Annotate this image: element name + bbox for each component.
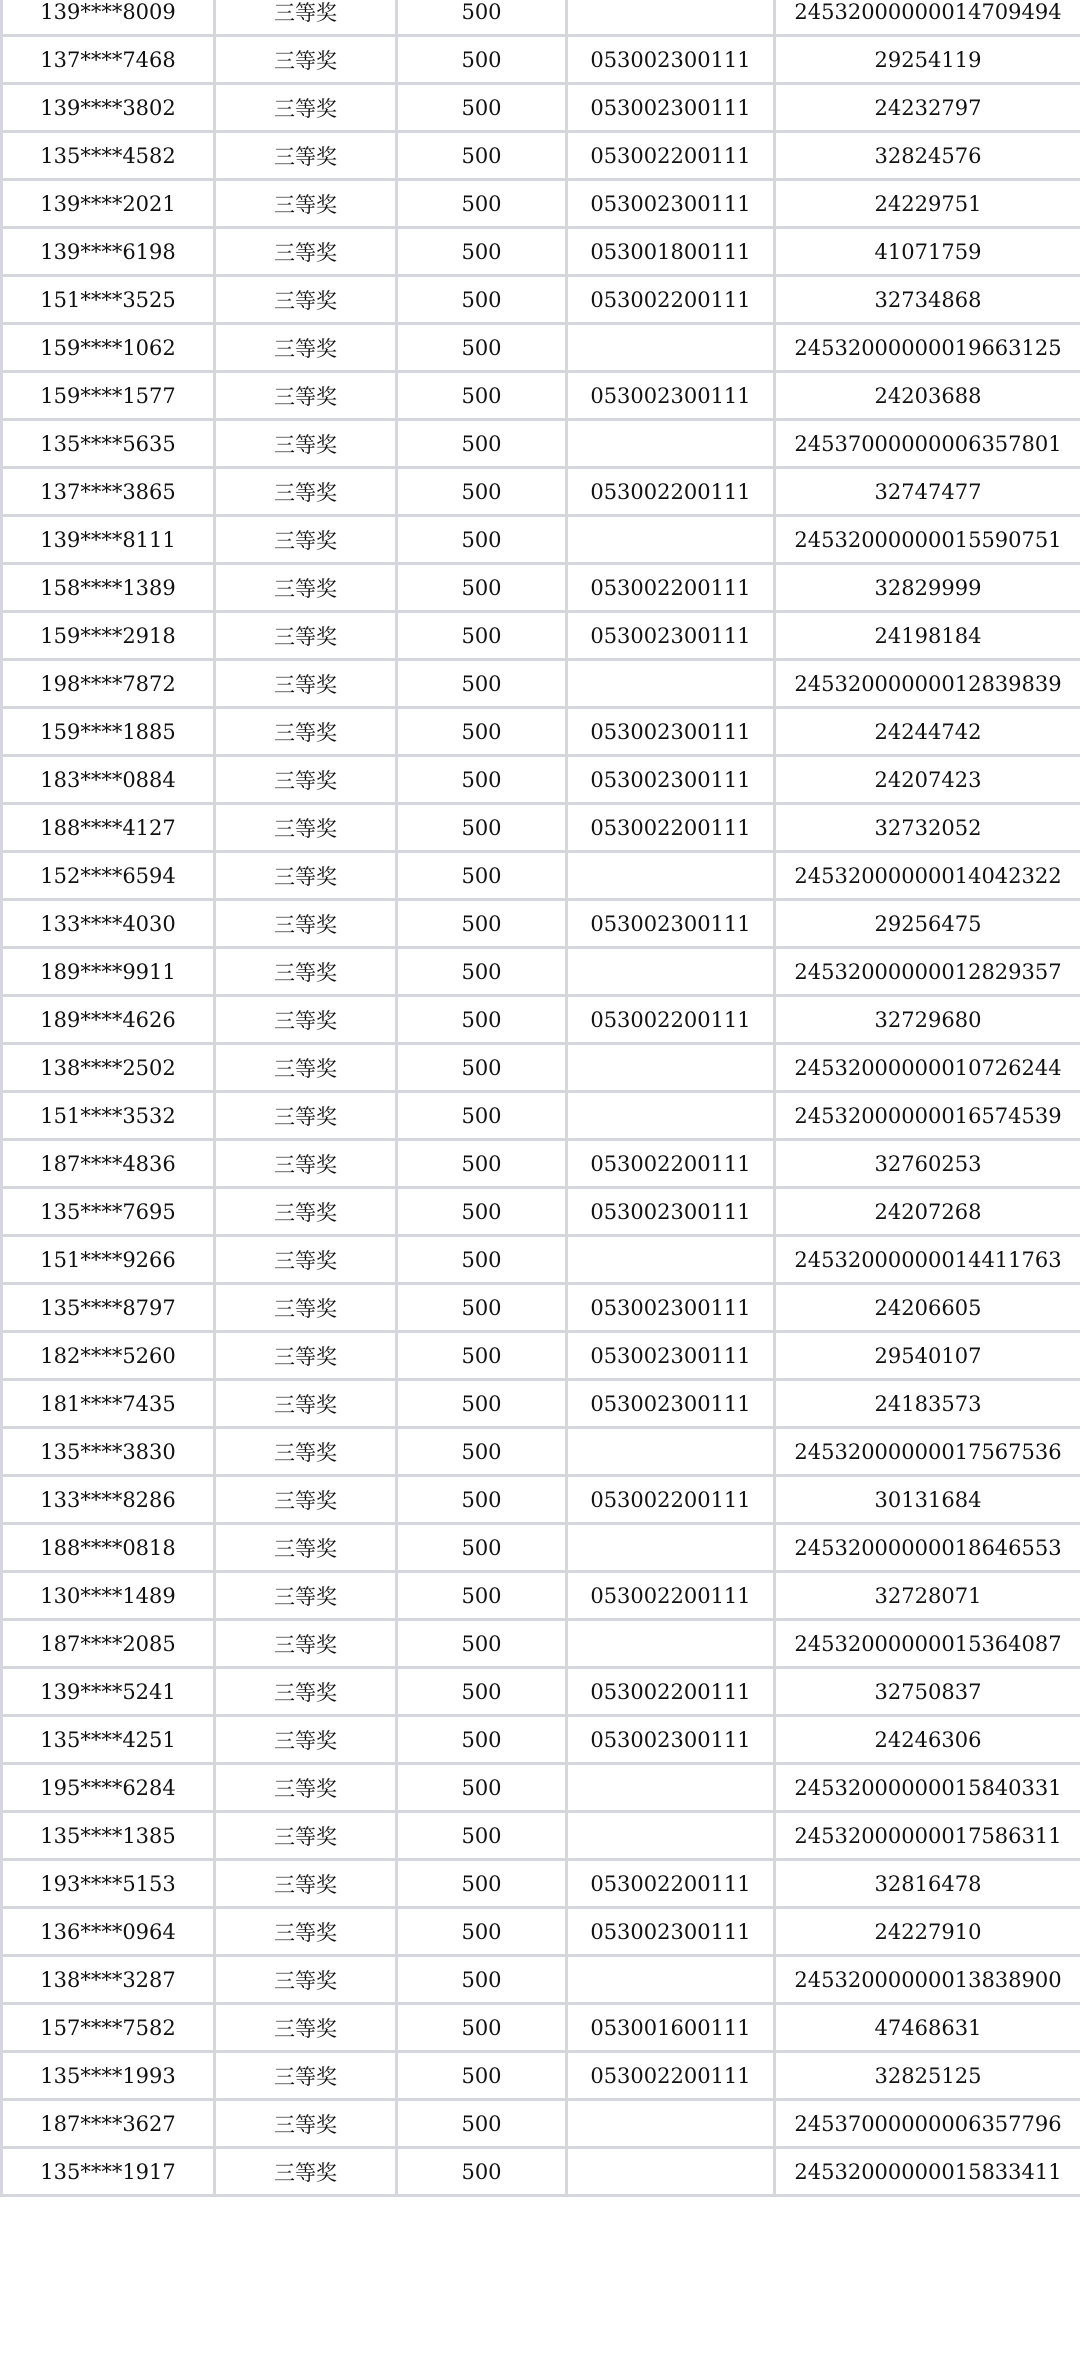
- phone-cell: 138****2502: [2, 1044, 215, 1092]
- serial-cell: 24207268: [775, 1188, 1080, 1236]
- amount-cell: 500: [397, 756, 567, 804]
- prize-level-cell: 三等奖: [215, 1044, 397, 1092]
- code-cell: 053002300111: [567, 1284, 775, 1332]
- phone-cell: 133****4030: [2, 900, 215, 948]
- phone-cell: 135****7695: [2, 1188, 215, 1236]
- amount-cell: 500: [397, 1524, 567, 1572]
- prize-level-cell: 三等奖: [215, 1332, 397, 1380]
- code-cell: 053002300111: [567, 708, 775, 756]
- amount-cell: 500: [397, 612, 567, 660]
- serial-cell: 32829999: [775, 564, 1080, 612]
- amount-cell: 500: [397, 372, 567, 420]
- code-cell: [567, 852, 775, 900]
- amount-cell: 500: [397, 468, 567, 516]
- table-row: [2, 1524, 1080, 1572]
- prize-level-cell: 三等奖: [215, 276, 397, 324]
- code-cell: [567, 420, 775, 468]
- phone-cell: 133****8286: [2, 1476, 215, 1524]
- serial-cell: 24532000000014042322: [775, 852, 1080, 900]
- table-row: [2, 996, 1080, 1044]
- amount-cell: 500: [397, 1572, 567, 1620]
- code-cell: [567, 2148, 775, 2196]
- table-row: [2, 1956, 1080, 2004]
- phone-cell: 151****9266: [2, 1236, 215, 1284]
- serial-cell: 24227910: [775, 1908, 1080, 1956]
- phone-cell: 138****3287: [2, 1956, 215, 2004]
- serial-cell: 24532000000015590751: [775, 516, 1080, 564]
- prize-level-cell: 三等奖: [215, 900, 397, 948]
- table-row: [2, 1332, 1080, 1380]
- table-row: [2, 1860, 1080, 1908]
- amount-cell: 500: [397, 84, 567, 132]
- prize-level-cell: 三等奖: [215, 420, 397, 468]
- prize-level-cell: 三等奖: [215, 132, 397, 180]
- amount-cell: 500: [397, 1908, 567, 1956]
- prize-level-cell: 三等奖: [215, 1284, 397, 1332]
- serial-cell: 24532000000017567536: [775, 1428, 1080, 1476]
- phone-cell: 151****3525: [2, 276, 215, 324]
- code-cell: 053002300111: [567, 1188, 775, 1236]
- prize-level-cell: 三等奖: [215, 1956, 397, 2004]
- table-row: [2, 1428, 1080, 1476]
- prize-level-cell: 三等奖: [215, 1188, 397, 1236]
- phone-cell: 139****2021: [2, 180, 215, 228]
- amount-cell: 500: [397, 1044, 567, 1092]
- code-cell: 053002200111: [567, 468, 775, 516]
- serial-cell: 24532000000012829357: [775, 948, 1080, 996]
- serial-cell: 24532000000012839839: [775, 660, 1080, 708]
- prize-level-cell: 三等奖: [215, 180, 397, 228]
- code-cell: [567, 1956, 775, 2004]
- table-row: [2, 132, 1080, 180]
- code-cell: [567, 0, 775, 36]
- amount-cell: 500: [397, 660, 567, 708]
- amount-cell: 500: [397, 2100, 567, 2148]
- phone-cell: 159****2918: [2, 612, 215, 660]
- code-cell: 053002200111: [567, 1476, 775, 1524]
- table-row: [2, 804, 1080, 852]
- phone-cell: 193****5153: [2, 1860, 215, 1908]
- phone-cell: 135****1917: [2, 2148, 215, 2196]
- amount-cell: 500: [397, 996, 567, 1044]
- amount-cell: 500: [397, 852, 567, 900]
- prize-level-cell: 三等奖: [215, 1860, 397, 1908]
- table-row: [2, 0, 1080, 36]
- code-cell: 053002300111: [567, 180, 775, 228]
- table-row: [2, 1668, 1080, 1716]
- serial-cell: 24203688: [775, 372, 1080, 420]
- code-cell: [567, 660, 775, 708]
- table-row: [2, 1236, 1080, 1284]
- phone-cell: 135****1993: [2, 2052, 215, 2100]
- table-row: [2, 660, 1080, 708]
- amount-cell: 500: [397, 1476, 567, 1524]
- code-cell: 053002300111: [567, 1380, 775, 1428]
- amount-cell: 500: [397, 564, 567, 612]
- serial-cell: 24532000000019663125: [775, 324, 1080, 372]
- prize-level-cell: 三等奖: [215, 1476, 397, 1524]
- serial-cell: 32734868: [775, 276, 1080, 324]
- serial-cell: 24537000000006357796: [775, 2100, 1080, 2148]
- amount-cell: 500: [397, 1860, 567, 1908]
- phone-cell: 135****5635: [2, 420, 215, 468]
- phone-cell: 139****8009: [2, 0, 215, 36]
- serial-cell: 24532000000013838900: [775, 1956, 1080, 2004]
- table-row: [2, 1764, 1080, 1812]
- amount-cell: 500: [397, 1620, 567, 1668]
- serial-cell: 24246306: [775, 1716, 1080, 1764]
- phone-cell: 181****7435: [2, 1380, 215, 1428]
- serial-cell: 30131684: [775, 1476, 1080, 1524]
- prize-level-cell: 三等奖: [215, 1428, 397, 1476]
- phone-cell: 135****4582: [2, 132, 215, 180]
- table-row: [2, 2148, 1080, 2196]
- serial-cell: 24229751: [775, 180, 1080, 228]
- amount-cell: 500: [397, 2004, 567, 2052]
- serial-cell: 32747477: [775, 468, 1080, 516]
- code-cell: 053002200111: [567, 1140, 775, 1188]
- code-cell: [567, 324, 775, 372]
- table-row: [2, 564, 1080, 612]
- phone-cell: 130****1489: [2, 1572, 215, 1620]
- amount-cell: 500: [397, 1092, 567, 1140]
- prize-level-cell: 三等奖: [215, 1716, 397, 1764]
- serial-cell: 32824576: [775, 132, 1080, 180]
- code-cell: [567, 1044, 775, 1092]
- serial-cell: 29540107: [775, 1332, 1080, 1380]
- code-cell: 053002300111: [567, 1908, 775, 1956]
- prize-level-cell: 三等奖: [215, 36, 397, 84]
- table-row: [2, 420, 1080, 468]
- prize-level-cell: 三等奖: [215, 1140, 397, 1188]
- amount-cell: 500: [397, 1812, 567, 1860]
- phone-cell: 139****6198: [2, 228, 215, 276]
- table-row: [2, 276, 1080, 324]
- code-cell: 053002300111: [567, 36, 775, 84]
- phone-cell: 135****1385: [2, 1812, 215, 1860]
- prize-level-cell: 三等奖: [215, 1812, 397, 1860]
- phone-cell: 187****3627: [2, 2100, 215, 2148]
- serial-cell: 24207423: [775, 756, 1080, 804]
- serial-cell: 32728071: [775, 1572, 1080, 1620]
- amount-cell: 500: [397, 180, 567, 228]
- phone-cell: 137****7468: [2, 36, 215, 84]
- table-row: [2, 612, 1080, 660]
- serial-cell: 24532000000015833411: [775, 2148, 1080, 2196]
- phone-cell: 139****8111: [2, 516, 215, 564]
- amount-cell: 500: [397, 132, 567, 180]
- code-cell: [567, 1092, 775, 1140]
- amount-cell: 500: [397, 804, 567, 852]
- phone-cell: 159****1885: [2, 708, 215, 756]
- serial-cell: 24244742: [775, 708, 1080, 756]
- prize-level-cell: 三等奖: [215, 852, 397, 900]
- table-row: [2, 1044, 1080, 1092]
- amount-cell: 500: [397, 1668, 567, 1716]
- amount-cell: 500: [397, 1764, 567, 1812]
- code-cell: [567, 1764, 775, 1812]
- serial-cell: 32825125: [775, 2052, 1080, 2100]
- table-row: [2, 180, 1080, 228]
- prize-level-cell: 三等奖: [215, 564, 397, 612]
- prize-level-cell: 三等奖: [215, 1764, 397, 1812]
- code-cell: 053002200111: [567, 804, 775, 852]
- serial-cell: 32729680: [775, 996, 1080, 1044]
- prize-level-cell: 三等奖: [215, 0, 397, 36]
- amount-cell: 500: [397, 1332, 567, 1380]
- winner-table-body: [2, 0, 1080, 2196]
- amount-cell: 500: [397, 36, 567, 84]
- code-cell: 053002200111: [567, 2052, 775, 2100]
- phone-cell: 158****1389: [2, 564, 215, 612]
- serial-cell: 24532000000017586311: [775, 1812, 1080, 1860]
- code-cell: [567, 2100, 775, 2148]
- prize-level-cell: 三等奖: [215, 228, 397, 276]
- prize-level-cell: 三等奖: [215, 1668, 397, 1716]
- table-row: [2, 2004, 1080, 2052]
- amount-cell: 500: [397, 0, 567, 36]
- serial-cell: 24206605: [775, 1284, 1080, 1332]
- serial-cell: 29256475: [775, 900, 1080, 948]
- serial-cell: 32732052: [775, 804, 1080, 852]
- phone-cell: 159****1577: [2, 372, 215, 420]
- code-cell: [567, 1812, 775, 1860]
- code-cell: 053002200111: [567, 996, 775, 1044]
- amount-cell: 500: [397, 420, 567, 468]
- code-cell: [567, 948, 775, 996]
- code-cell: 053002200111: [567, 276, 775, 324]
- prize-level-cell: 三等奖: [215, 1092, 397, 1140]
- prize-level-cell: 三等奖: [215, 948, 397, 996]
- table-row: [2, 324, 1080, 372]
- table-row: [2, 1380, 1080, 1428]
- serial-cell: 24198184: [775, 612, 1080, 660]
- serial-cell: 32760253: [775, 1140, 1080, 1188]
- amount-cell: 500: [397, 1956, 567, 2004]
- code-cell: [567, 1620, 775, 1668]
- phone-cell: 188****0818: [2, 1524, 215, 1572]
- prize-level-cell: 三等奖: [215, 756, 397, 804]
- table-row: [2, 1620, 1080, 1668]
- amount-cell: 500: [397, 228, 567, 276]
- phone-cell: 151****3532: [2, 1092, 215, 1140]
- amount-cell: 500: [397, 708, 567, 756]
- serial-cell: 47468631: [775, 2004, 1080, 2052]
- code-cell: [567, 516, 775, 564]
- amount-cell: 500: [397, 1236, 567, 1284]
- code-cell: [567, 1428, 775, 1476]
- table-row: [2, 36, 1080, 84]
- code-cell: 053002200111: [567, 564, 775, 612]
- phone-cell: 135****8797: [2, 1284, 215, 1332]
- table-row: [2, 1812, 1080, 1860]
- table-row: [2, 1092, 1080, 1140]
- serial-cell: 24532000000014709494: [775, 0, 1080, 36]
- prize-level-cell: 三等奖: [215, 1524, 397, 1572]
- table-row: [2, 708, 1080, 756]
- table-row: [2, 756, 1080, 804]
- serial-cell: 24232797: [775, 84, 1080, 132]
- table-row: [2, 948, 1080, 996]
- table-row: [2, 1140, 1080, 1188]
- phone-cell: 187****2085: [2, 1620, 215, 1668]
- phone-cell: 195****6284: [2, 1764, 215, 1812]
- amount-cell: 500: [397, 900, 567, 948]
- table-row: [2, 1908, 1080, 1956]
- amount-cell: 500: [397, 1188, 567, 1236]
- code-cell: 053002300111: [567, 1716, 775, 1764]
- prize-level-cell: 三等奖: [215, 1236, 397, 1284]
- code-cell: [567, 1236, 775, 1284]
- phone-cell: 183****0884: [2, 756, 215, 804]
- table-row: [2, 2100, 1080, 2148]
- prize-level-cell: 三等奖: [215, 660, 397, 708]
- table-row: [2, 1572, 1080, 1620]
- amount-cell: 500: [397, 1380, 567, 1428]
- code-cell: 053002300111: [567, 84, 775, 132]
- code-cell: 053001800111: [567, 228, 775, 276]
- prize-level-cell: 三等奖: [215, 708, 397, 756]
- phone-cell: 159****1062: [2, 324, 215, 372]
- prize-level-cell: 三等奖: [215, 2004, 397, 2052]
- table-row: [2, 900, 1080, 948]
- prize-level-cell: 三等奖: [215, 1908, 397, 1956]
- phone-cell: 135****3830: [2, 1428, 215, 1476]
- table-row: [2, 516, 1080, 564]
- prize-level-cell: 三等奖: [215, 1572, 397, 1620]
- amount-cell: 500: [397, 1428, 567, 1476]
- serial-cell: 29254119: [775, 36, 1080, 84]
- phone-cell: 187****4836: [2, 1140, 215, 1188]
- serial-cell: 24532000000016574539: [775, 1092, 1080, 1140]
- prize-level-cell: 三等奖: [215, 996, 397, 1044]
- table-row: [2, 1716, 1080, 1764]
- table-row: [2, 1284, 1080, 1332]
- table-row: [2, 852, 1080, 900]
- serial-cell: 24183573: [775, 1380, 1080, 1428]
- amount-cell: 500: [397, 1284, 567, 1332]
- prize-level-cell: 三等奖: [215, 2148, 397, 2196]
- phone-cell: 152****6594: [2, 852, 215, 900]
- phone-cell: 189****9911: [2, 948, 215, 996]
- code-cell: [567, 1524, 775, 1572]
- phone-cell: 135****4251: [2, 1716, 215, 1764]
- serial-cell: 32750837: [775, 1668, 1080, 1716]
- table-row: [2, 84, 1080, 132]
- phone-cell: 188****4127: [2, 804, 215, 852]
- prize-level-cell: 三等奖: [215, 372, 397, 420]
- prize-level-cell: 三等奖: [215, 2100, 397, 2148]
- code-cell: 053001600111: [567, 2004, 775, 2052]
- amount-cell: 500: [397, 324, 567, 372]
- prize-level-cell: 三等奖: [215, 324, 397, 372]
- phone-cell: 198****7872: [2, 660, 215, 708]
- code-cell: 053002300111: [567, 1332, 775, 1380]
- table-row: [2, 468, 1080, 516]
- phone-cell: 182****5260: [2, 1332, 215, 1380]
- code-cell: 053002300111: [567, 900, 775, 948]
- prize-level-cell: 三等奖: [215, 804, 397, 852]
- serial-cell: 24532000000018646553: [775, 1524, 1080, 1572]
- amount-cell: 500: [397, 1716, 567, 1764]
- serial-cell: 32816478: [775, 1860, 1080, 1908]
- code-cell: 053002300111: [567, 612, 775, 660]
- phone-cell: 137****3865: [2, 468, 215, 516]
- amount-cell: 500: [397, 2052, 567, 2100]
- table-row: [2, 372, 1080, 420]
- serial-cell: 24532000000015364087: [775, 1620, 1080, 1668]
- serial-cell: 24532000000010726244: [775, 1044, 1080, 1092]
- serial-cell: 24537000000006357801: [775, 420, 1080, 468]
- amount-cell: 500: [397, 276, 567, 324]
- code-cell: 053002300111: [567, 756, 775, 804]
- code-cell: 053002200111: [567, 1860, 775, 1908]
- phone-cell: 189****4626: [2, 996, 215, 1044]
- prize-level-cell: 三等奖: [215, 516, 397, 564]
- phone-cell: 139****5241: [2, 1668, 215, 1716]
- serial-cell: 24532000000014411763: [775, 1236, 1080, 1284]
- amount-cell: 500: [397, 2148, 567, 2196]
- prize-level-cell: 三等奖: [215, 1620, 397, 1668]
- prize-level-cell: 三等奖: [215, 468, 397, 516]
- code-cell: 053002200111: [567, 1668, 775, 1716]
- table-row: [2, 2052, 1080, 2100]
- code-cell: 053002300111: [567, 372, 775, 420]
- prize-level-cell: 三等奖: [215, 1380, 397, 1428]
- amount-cell: 500: [397, 516, 567, 564]
- serial-cell: 41071759: [775, 228, 1080, 276]
- serial-cell: 24532000000015840331: [775, 1764, 1080, 1812]
- phone-cell: 136****0964: [2, 1908, 215, 1956]
- prize-level-cell: 三等奖: [215, 84, 397, 132]
- table-row: [2, 1476, 1080, 1524]
- code-cell: 053002200111: [567, 132, 775, 180]
- table-row: [2, 1188, 1080, 1236]
- phone-cell: 157****7582: [2, 2004, 215, 2052]
- prize-level-cell: 三等奖: [215, 2052, 397, 2100]
- amount-cell: 500: [397, 948, 567, 996]
- prize-level-cell: 三等奖: [215, 612, 397, 660]
- amount-cell: 500: [397, 1140, 567, 1188]
- table-row: [2, 228, 1080, 276]
- code-cell: 053002200111: [567, 1572, 775, 1620]
- phone-cell: 139****3802: [2, 84, 215, 132]
